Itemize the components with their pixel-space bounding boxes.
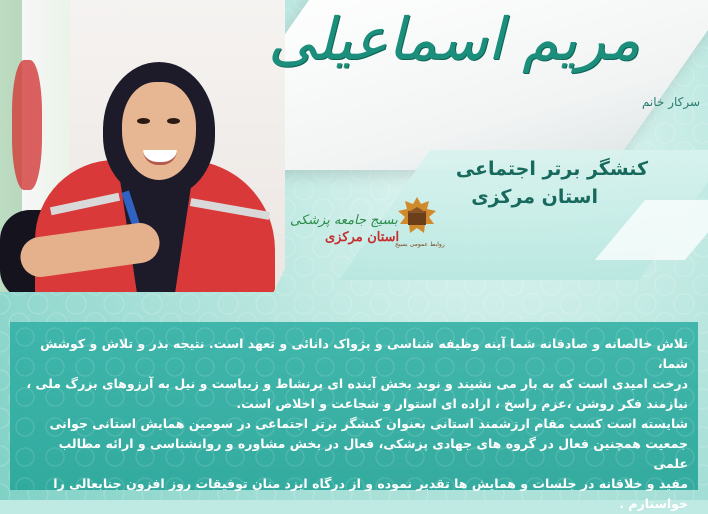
- medical-basij-logo-line2: استان مرکزی: [325, 230, 400, 245]
- right-eye: [167, 118, 180, 124]
- flag-emblem: [12, 60, 42, 190]
- appreciation-text: [20, 334, 688, 514]
- text-line: شایسته است کسب مقام ارزشمند استانی بعنوان کنشگر برتر اجتماعی در سومین همایش استانی جوانی: [49, 416, 688, 431]
- medical-basij-logo-line1: بسیج جامعه پزشکی: [290, 213, 398, 228]
- text-line: تلاش خالصانه و صادقانه شما آینه وظیفه شناسی و پژواک دانائی و تعهد است. نتیجه بذر و تلاش و کوشش شما،: [40, 336, 688, 371]
- logo-caption: روابط عمومی بسیج: [395, 241, 445, 248]
- text-line: درخت امیدی است که به بار می نشیند و نوید بخش آینده ای پرنشاط و زیباست و نیل به آرزوهای بزرگ ملی ،: [26, 376, 688, 391]
- text-line: نیازمند فکر روشن ،عزم راسخ ، اراده ای استوار و شجاعت و اخلاص است.: [236, 396, 688, 411]
- text-line: مفید و خلاقانه در جلسات و همایش ها تقدیر نموده و از درگاه ایزد منان توفیقات روز افزون جنابعالی را خواستارم .: [53, 476, 688, 511]
- honorific-label: سرکار خانم: [641, 95, 700, 109]
- portrait-photo: [0, 0, 285, 292]
- province-label: استان مرکزی: [471, 186, 598, 208]
- basij-pr-logo-icon: [394, 195, 440, 239]
- face: [122, 82, 196, 180]
- honoree-name: مریم اسماعیلی: [268, 5, 640, 73]
- text-line: جمعیت همچنین فعال در گروه های جهادی پزشکی، فعال در بخش مشاوره و روانشناسی و ارائه مطالب علمی: [58, 436, 688, 471]
- left-eye: [137, 118, 150, 124]
- award-title: کنشگر برتر اجتماعی: [455, 158, 648, 180]
